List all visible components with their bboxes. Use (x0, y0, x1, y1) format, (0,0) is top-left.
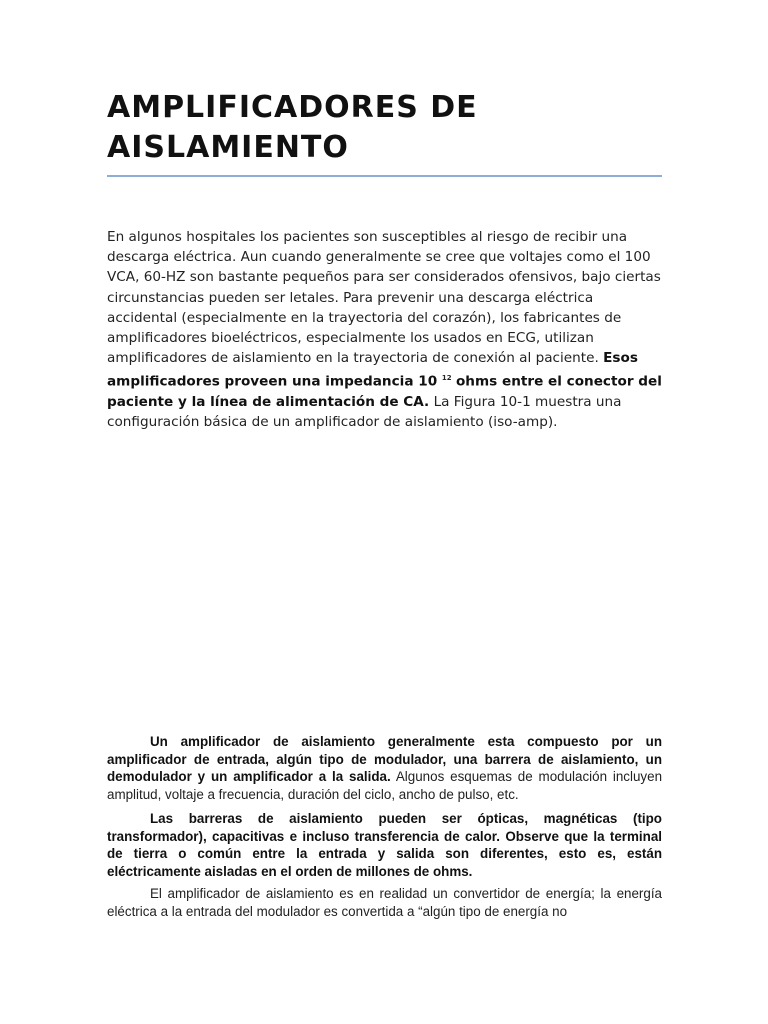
intro-paragraph (107, 227, 667, 433)
intro-bold-2: ohms entre el conector del paciente y la línea de alimentación de CA. (107, 373, 662, 411)
paragraph-energy (107, 885, 662, 920)
title-line-1: AMPLIFICADORES DE (107, 90, 478, 125)
paragraph-barriers (107, 810, 662, 880)
intro-bold-1: Esos amplificadores proveen una impedancia 10 (107, 350, 638, 390)
components-bold: Un amplificador de aislamiento generalmente esta compuesto por un amplificador de entrada, algún tipo de modulador, una barrera de aislamiento, un demodulador y un amplificador a la salida. (107, 734, 662, 784)
paragraph-components (107, 733, 662, 803)
intro-text-after: La Figura 10-1 muestra una configuración básica de un amplificador de aislamiento (iso-amp). (107, 394, 622, 431)
intro-text: En algunos hospitales los pacientes son susceptibles al riesgo de recibir una descarga eléctrica. Aun cuando generalmente se cree que voltajes como el 100 VCA, 60-HZ son bastante pequeños para ser considerados ofensivos, bajo ciertas circunstancias pueden ser letales. Para prevenir una descarga eléctrica accidental (especialmente en la trayectoria del corazón), los fabricantes de amplificadores bioeléctricos, especialmente los usados en ECG, utilizan amplificadores de aislamiento en la trayectoria de conexión al paciente. (107, 229, 661, 367)
title-underline (107, 175, 662, 177)
energy-normal: El amplificador de aislamiento es en realidad un convertidor de energía; la energía eléctrica a la entrada del modulador es convertida a “algún tipo de energía no (107, 886, 662, 919)
barriers-bold: Las barreras de aislamiento pueden ser ópticas, magnéticas (tipo transformador), capacitivas e incluso transferencia de calor. Observe que la terminal de tierra o común entre la entrada y salida son diferentes, esto es, están eléctricamente aisladas en el orden de millones de ohms. (107, 811, 662, 879)
page-title (107, 88, 667, 168)
title-line-2: AISLAMIENTO (107, 130, 349, 165)
components-normal: Algunos esquemas de modulación incluyen amplitud, voltaje a frecuencia, duración del ciclo, ancho de pulso, etc. (107, 769, 663, 802)
impedance-exponent: 12 (441, 374, 452, 383)
figure-area (125, 515, 625, 660)
